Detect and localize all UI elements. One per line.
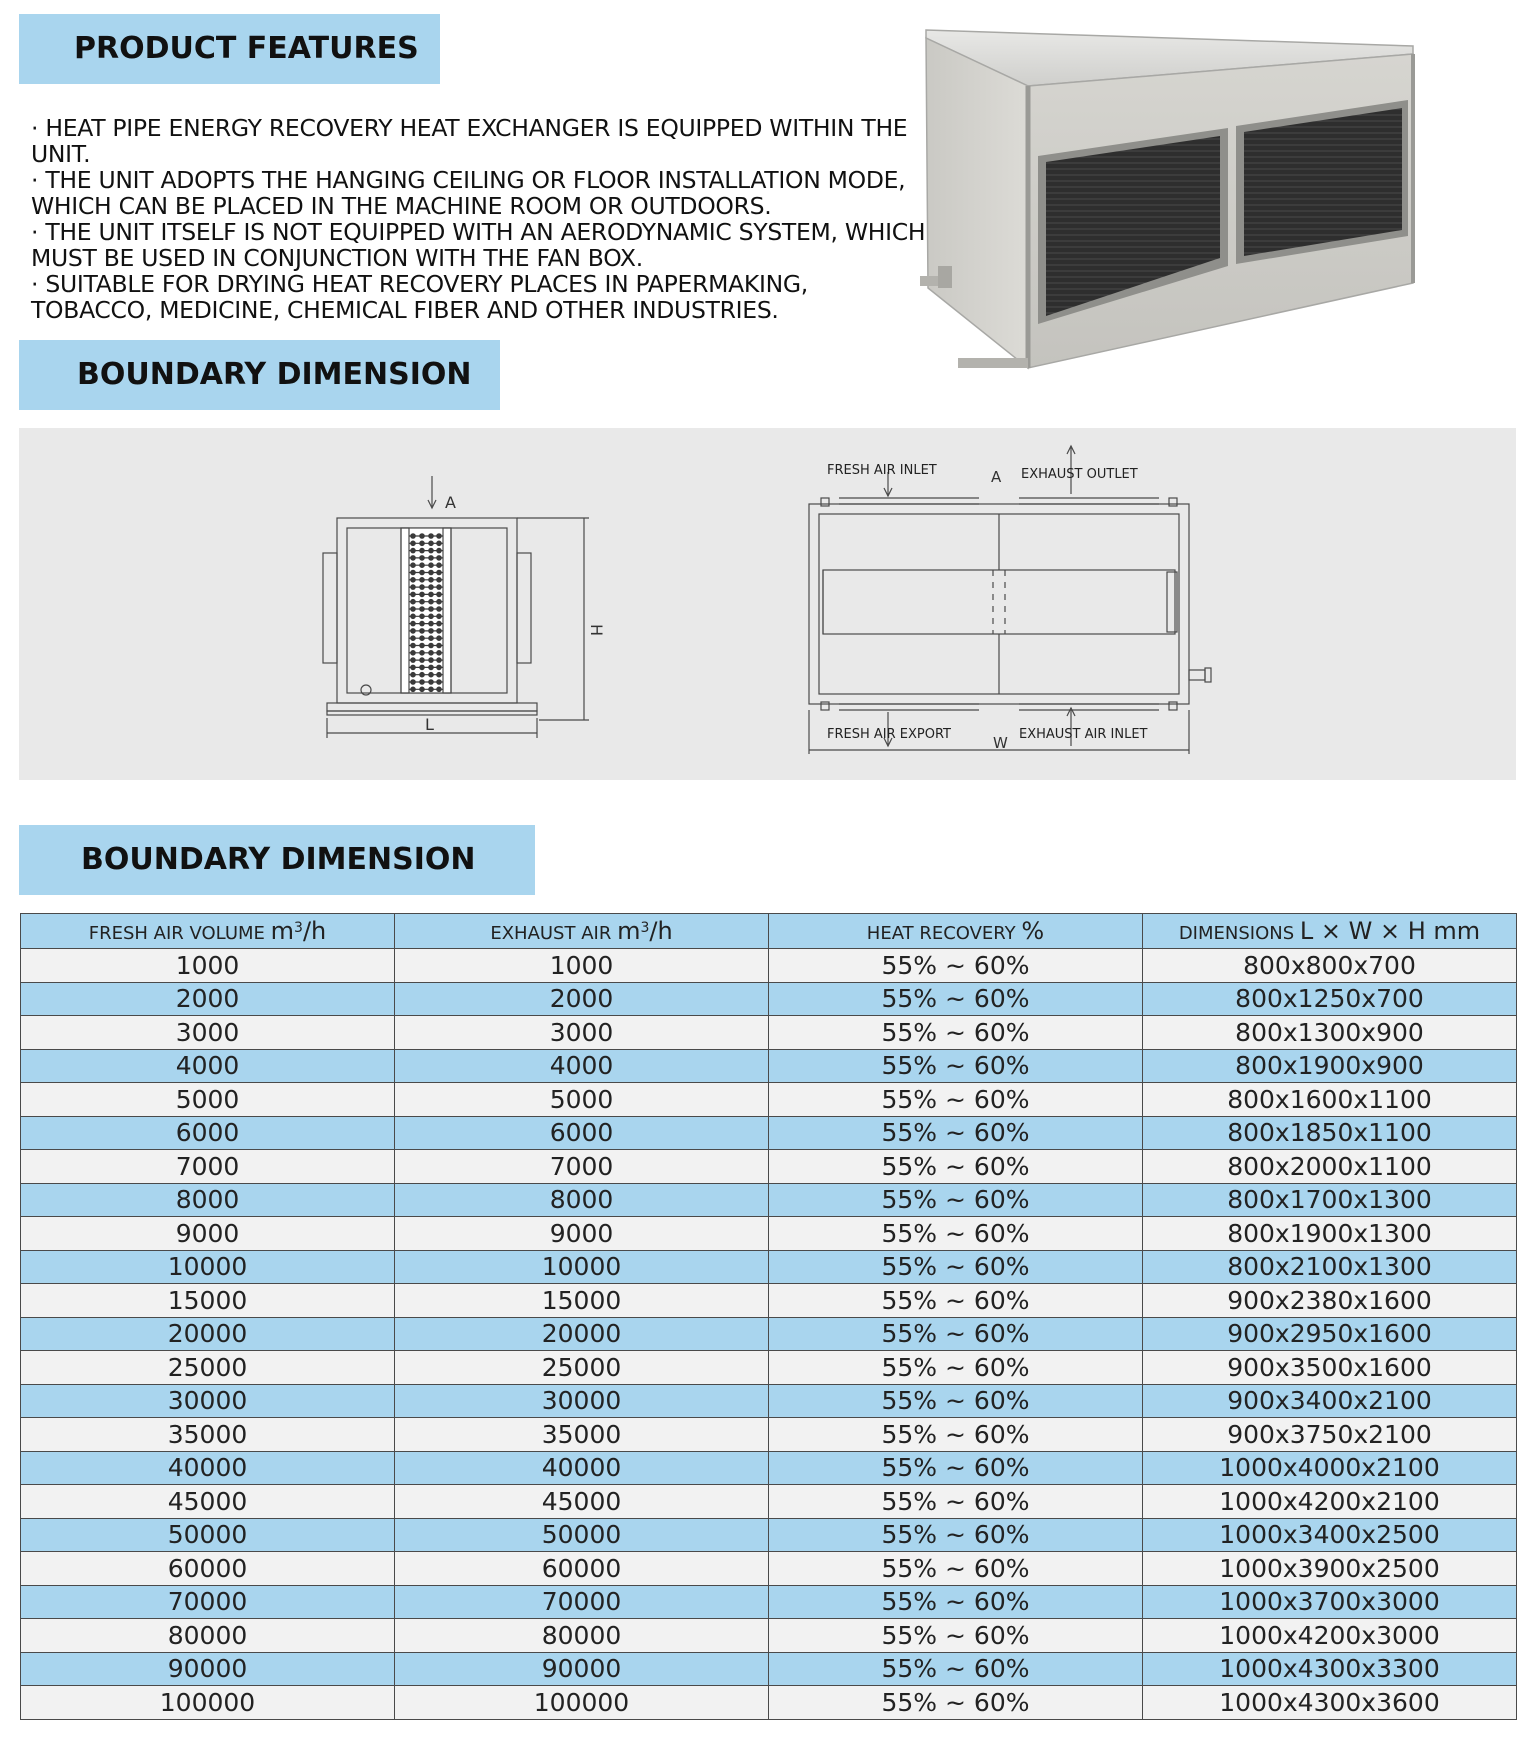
table-cell: 6000 (395, 1116, 769, 1150)
table-cell: 40000 (21, 1451, 395, 1485)
table-cell: 1000x4200x2100 (1143, 1485, 1517, 1519)
table-cell: 800x1900x1300 (1143, 1217, 1517, 1251)
table-cell: 5000 (21, 1083, 395, 1117)
table-cell: 55% ~ 60% (769, 1183, 1143, 1217)
table-cell: 4000 (395, 1049, 769, 1083)
table-cell: 55% ~ 60% (769, 1485, 1143, 1519)
table-cell: 50000 (21, 1518, 395, 1552)
header-heat-recovery: HEAT RECOVERY % (769, 914, 1143, 949)
table-cell: 55% ~ 60% (769, 1351, 1143, 1385)
table-header-row (21, 914, 1517, 949)
table-cell: 7000 (395, 1150, 769, 1184)
table-row (21, 1552, 1517, 1586)
table-cell: 20000 (395, 1317, 769, 1351)
table-cell: 3000 (395, 1016, 769, 1050)
feature-item: · THE UNIT ADOPTS THE HANGING CEILING OR FLOOR INSTALLATION MODE, WHICH CAN BE PLACED IN THE MACHINE ROOM OR OUTDOORS. (31, 166, 906, 220)
table-row (21, 1150, 1517, 1184)
table-cell: 70000 (395, 1585, 769, 1619)
table-cell: 15000 (21, 1284, 395, 1318)
table-cell: 1000x4200x3000 (1143, 1619, 1517, 1653)
table-cell: 55% ~ 60% (769, 1552, 1143, 1586)
table-row (21, 949, 1517, 983)
table-cell: 55% ~ 60% (769, 1150, 1143, 1184)
table-cell: 25000 (21, 1351, 395, 1385)
table-cell: 55% ~ 60% (769, 1384, 1143, 1418)
table-cell: 800x1250x700 (1143, 982, 1517, 1016)
table-cell: 9000 (395, 1217, 769, 1251)
table-cell: 800x1900x900 (1143, 1049, 1517, 1083)
table-cell: 30000 (21, 1384, 395, 1418)
table-cell: 55% ~ 60% (769, 1217, 1143, 1251)
table-cell: 55% ~ 60% (769, 1284, 1143, 1318)
table-cell: 900x3750x2100 (1143, 1418, 1517, 1452)
table-cell: 35000 (21, 1418, 395, 1452)
table-cell: 55% ~ 60% (769, 1250, 1143, 1284)
header-exhaust-air: EXHAUST AIR $m^3/h$ (395, 914, 769, 949)
table-cell: 7000 (21, 1150, 395, 1184)
table-cell: 800x1850x1100 (1143, 1116, 1517, 1150)
table-row (21, 1317, 1517, 1351)
table-cell: 1000 (21, 949, 395, 983)
table-cell: 9000 (21, 1217, 395, 1251)
side-view-drawing (323, 476, 589, 738)
feature-list (31, 115, 936, 323)
table-row (21, 1250, 1517, 1284)
table-cell: 1000x4300x3300 (1143, 1652, 1517, 1686)
table-row (21, 1485, 1517, 1519)
table-cell: 3000 (21, 1016, 395, 1050)
table-cell: 1000x3400x2500 (1143, 1518, 1517, 1552)
table-cell: 25000 (395, 1351, 769, 1385)
table-cell: 45000 (21, 1485, 395, 1519)
table-cell: 55% ~ 60% (769, 1652, 1143, 1686)
label-a-left: A (445, 493, 456, 512)
table-cell: 55% ~ 60% (769, 1585, 1143, 1619)
boundary-dimension-table-heading: BOUNDARY DIMENSION (19, 825, 535, 895)
table-cell: 1000x4000x2100 (1143, 1451, 1517, 1485)
table-cell: 55% ~ 60% (769, 1317, 1143, 1351)
table-row (21, 1116, 1517, 1150)
table-cell: 45000 (395, 1485, 769, 1519)
table-cell: 55% ~ 60% (769, 1016, 1143, 1050)
table-cell: 800x2100x1300 (1143, 1250, 1517, 1284)
label-exhaust-air-inlet: EXHAUST AIR INLET (1019, 727, 1148, 742)
table-row (21, 1652, 1517, 1686)
table-cell: 55% ~ 60% (769, 1083, 1143, 1117)
table-cell: 55% ~ 60% (769, 1619, 1143, 1653)
label-w: W (993, 734, 1008, 752)
table-cell: 2000 (395, 982, 769, 1016)
table-row (21, 1518, 1517, 1552)
table-cell: 50000 (395, 1518, 769, 1552)
table-cell: 20000 (21, 1317, 395, 1351)
product-features-heading: PRODUCT FEATURES (19, 14, 440, 84)
table-cell: 1000 (395, 949, 769, 983)
table-cell: 8000 (395, 1183, 769, 1217)
table-cell: 55% ~ 60% (769, 1451, 1143, 1485)
table-cell: 1000x3700x3000 (1143, 1585, 1517, 1619)
specification-table (20, 913, 1517, 1720)
table-cell: 55% ~ 60% (769, 982, 1143, 1016)
table-cell: 800x1300x900 (1143, 1016, 1517, 1050)
table-row (21, 1418, 1517, 1452)
table-cell: 800x1600x1100 (1143, 1083, 1517, 1117)
table-row (21, 1384, 1517, 1418)
table-cell: 55% ~ 60% (769, 1418, 1143, 1452)
table-cell: 55% ~ 60% (769, 1049, 1143, 1083)
label-exhaust-outlet: EXHAUST OUTLET (1021, 467, 1138, 482)
table-cell: 800x800x700 (1143, 949, 1517, 983)
table-row (21, 1016, 1517, 1050)
label-l: L (425, 715, 434, 734)
table-row (21, 1083, 1517, 1117)
table-cell: 35000 (395, 1418, 769, 1452)
table-cell: 900x3500x1600 (1143, 1351, 1517, 1385)
table-cell: 900x2380x1600 (1143, 1284, 1517, 1318)
label-h: H (587, 624, 606, 637)
feature-item: · THE UNIT ITSELF IS NOT EQUIPPED WITH AN AERODYNAMIC SYSTEM, WHICH MUST BE USED IN CONJUNCTION WITH THE FAN BOX. (31, 218, 926, 272)
table-cell: 40000 (395, 1451, 769, 1485)
dimension-drawings (19, 428, 1516, 780)
table-row (21, 1451, 1517, 1485)
header-dimensions: DIMENSIONS L × W × H mm (1143, 914, 1517, 949)
top-view-drawing (809, 446, 1211, 754)
feature-item: · SUITABLE FOR DRYING HEAT RECOVERY PLACES IN PAPERMAKING, TOBACCO, MEDICINE, CHEMICAL FIBER AND OTHER INDUSTRIES. (31, 270, 808, 324)
table-cell: 900x2950x1600 (1143, 1317, 1517, 1351)
table-cell: 15000 (395, 1284, 769, 1318)
table-row (21, 1351, 1517, 1385)
label-fresh-air-export: FRESH AIR EXPORT (827, 727, 951, 742)
table-cell: 55% ~ 60% (769, 1518, 1143, 1552)
table-cell: 60000 (21, 1552, 395, 1586)
table-cell: 2000 (21, 982, 395, 1016)
table-row (21, 982, 1517, 1016)
table-cell: 900x3400x2100 (1143, 1384, 1517, 1418)
table-cell: 30000 (395, 1384, 769, 1418)
header-fresh-air-volume: FRESH AIR VOLUME $m^3/h$ (21, 914, 395, 949)
table-cell: 8000 (21, 1183, 395, 1217)
table-cell: 10000 (395, 1250, 769, 1284)
table-cell: 55% ~ 60% (769, 1116, 1143, 1150)
table-cell: 800x1700x1300 (1143, 1183, 1517, 1217)
label-a-right: A (991, 468, 1002, 486)
table-cell: 10000 (21, 1250, 395, 1284)
table-cell: 80000 (21, 1619, 395, 1653)
dimension-diagram-panel (19, 428, 1516, 780)
table-row (21, 1686, 1517, 1720)
table-row (21, 1183, 1517, 1217)
table-cell: 90000 (395, 1652, 769, 1686)
table-cell: 100000 (395, 1686, 769, 1720)
table-cell: 5000 (395, 1083, 769, 1117)
table-cell: 60000 (395, 1552, 769, 1586)
table-row (21, 1284, 1517, 1318)
table-cell: 6000 (21, 1116, 395, 1150)
table-cell: 4000 (21, 1049, 395, 1083)
boundary-dimension-heading: BOUNDARY DIMENSION (19, 340, 500, 410)
table-cell: 1000x4300x3600 (1143, 1686, 1517, 1720)
table-row (21, 1049, 1517, 1083)
table-cell: 1000x3900x2500 (1143, 1552, 1517, 1586)
product-photo (918, 28, 1423, 398)
table-cell: 800x2000x1100 (1143, 1150, 1517, 1184)
table-row (21, 1619, 1517, 1653)
table-cell: 70000 (21, 1585, 395, 1619)
label-fresh-air-inlet: FRESH AIR INLET (827, 463, 937, 478)
table-cell: 55% ~ 60% (769, 949, 1143, 983)
table-cell: 90000 (21, 1652, 395, 1686)
table-row (21, 1217, 1517, 1251)
table-row (21, 1585, 1517, 1619)
table-cell: 55% ~ 60% (769, 1686, 1143, 1720)
feature-item: · HEAT PIPE ENERGY RECOVERY HEAT EXCHANGER IS EQUIPPED WITHIN THE UNIT. (31, 114, 908, 168)
table-cell: 80000 (395, 1619, 769, 1653)
table-cell: 100000 (21, 1686, 395, 1720)
